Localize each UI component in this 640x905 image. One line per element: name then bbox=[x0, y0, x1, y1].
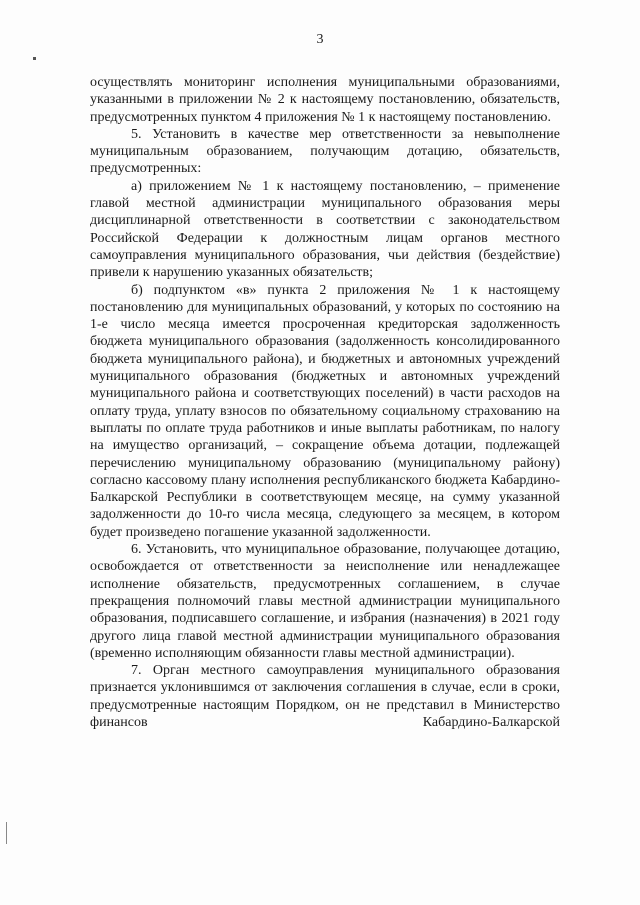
paragraph-item-6: 6. Установить, что муниципальное образование, получающее дотацию, освобождается от ответственности за неисполнение или ненадлежащее исполнение обязательств, предусмотренных соглашением, в случае прекращения полномочий главы местной администрации муниципального образования, подписавшего соглашение, и избрания (назначения) в 2021 году другого лица главой местной администрации муниципального образования (временно исполняющим обязанности главы местной администрации). bbox=[90, 542, 560, 661]
paragraph-item-5b: б) подпунктом «в» пункта 2 приложения № 1 к настоящему постановлению для муниципальных образований, у которых по состоянию на 1-е число месяца имеется просроченная кредиторская задолженность бюджета муниципального образования (задолженность консолидированного бюджета муниципального района), и бюджетных и автономных учреждений муниципального образования (бюджетных и автономных учреждений муниципального района и соответствующих поселений) в части расходов на оплату труда, уплату взносов по обязательному социальному страхованию на выплаты по оплате труда работников и иные выплаты работникам, по налогу на имущество организаций, – сокращение объема дотации, подлежащей перечислению муниципальному образованию (муниципальному району) согласно кассовому плану исполнения республиканского бюджета Кабардино-Балкарской Республики в соответствующем месяце, на сумму указанной задолженности до 10-го числа месяца, следующего за месяцем, в котором будет произведено погашение указанной задолженности. bbox=[90, 282, 560, 540]
scan-artifact-mark bbox=[33, 57, 36, 60]
paragraph-item-5a: а) приложением № 1 к настоящему постановлению, – применение главой местной администрации муниципального образования меры дисциплинарной ответственности в соответствии с законодательством Российской Федерации к должностным лицам органов местного самоуправления муниципального образования, чьи действия (бездействие) привели к нарушению указанных обязательств; bbox=[90, 178, 560, 281]
paragraph-item-7: 7. Орган местного самоуправления муниципального образования признается уклонившимся от заключения соглашения в случае, если в сроки, предусмотренные настоящим Порядком, он не представил в Министерство финансов Кабардино-Балкарской bbox=[90, 663, 560, 730]
document-body bbox=[90, 74, 560, 731]
paragraph-item-5: 5. Установить в качестве мер ответственности за невыполнение муниципальным образованием, получающим дотацию, обязательств, предусмотренных: bbox=[90, 126, 560, 177]
page-number: 3 bbox=[316, 32, 324, 47]
paragraph-continuation: осуществлять мониторинг исполнения муниципальными образованиями, указанными в приложении № 2 к настоящему постановлению, обязательств, предусмотренных пунктом 4 приложения № 1 к настоящему постановлению. bbox=[90, 75, 560, 125]
scan-artifact-mark bbox=[6, 822, 7, 844]
